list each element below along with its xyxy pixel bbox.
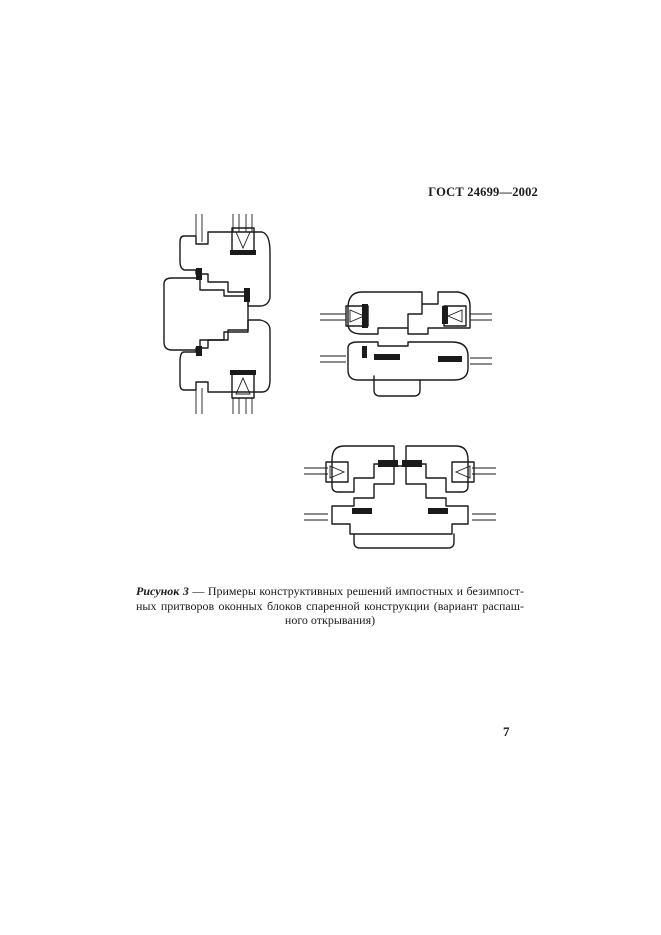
page-number: 7 bbox=[503, 724, 510, 739]
caption-line-2: ных притворов оконных блоков спаренной конструкции (вариант распаш- bbox=[136, 598, 524, 613]
caption-line-3: ного открывания) bbox=[284, 613, 376, 627]
caption-text-1: — Примеры конструктивных решений импостных и безимпост- bbox=[188, 584, 524, 598]
figure-caption bbox=[136, 584, 524, 628]
figure-label: Рисунок 3 bbox=[136, 584, 189, 598]
drawing-vertical-impost bbox=[150, 212, 280, 417]
standard-code: ГОСТ 24699—2002 bbox=[428, 185, 538, 199]
drawing-horizontal-section bbox=[318, 284, 494, 400]
caption-line-1 bbox=[136, 584, 524, 599]
drawing-meeting-stile-section bbox=[302, 438, 498, 550]
